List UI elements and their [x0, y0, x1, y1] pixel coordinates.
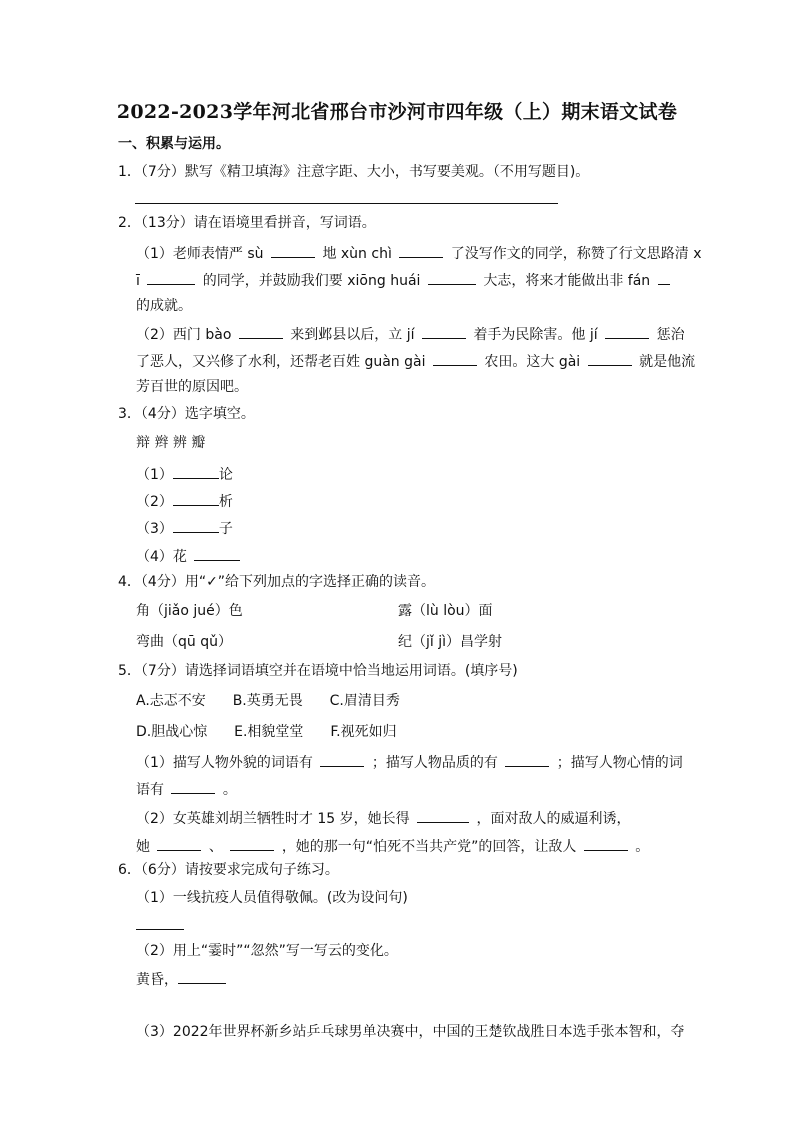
text-segment: 就是他流 [639, 354, 696, 370]
text-segment: 析 [218, 494, 233, 510]
question-2: 2．（13分）请在语境里看拼音，写词语。 [118, 215, 376, 231]
text-segment: （1）老师表情严 sù [136, 246, 264, 262]
word-option: E.相貌堂堂 [234, 724, 304, 740]
reading-option-d[interactable]: 纪（jǐ jì）昌学射 [398, 634, 503, 650]
answer-blank[interactable] [173, 464, 219, 479]
answer-blank[interactable] [433, 351, 477, 366]
word-option: C.眉清目秀 [329, 693, 400, 709]
question-6-part1: （1）一线抗疫人员值得敬佩。(改为设问句) [136, 890, 408, 906]
reading-option-b[interactable]: 露（lù lòu）面 [398, 603, 493, 619]
text-segment: （1）描写人物外貌的词语有 [136, 755, 313, 771]
question-6-part3: （3）2022年世界杯新乡站乒乓球男单决赛中，中国的王楚钦战胜日本选手张本智和，夺 [136, 1024, 685, 1040]
answer-line[interactable] [135, 203, 558, 204]
reading-option-a[interactable]: 角（jiǎo jué）色 [136, 603, 243, 619]
question-6-part1-answer [136, 915, 184, 935]
question-2-part1-line3: 的成就。 [136, 298, 192, 314]
question-6-part2: （2）用上“霎时”“忽然”写一写云的变化。 [136, 943, 398, 959]
text-segment: 、 [208, 839, 223, 855]
answer-blank[interactable] [136, 915, 184, 930]
answer-blank[interactable] [422, 324, 466, 339]
word-option: F.视死如归 [330, 724, 397, 740]
answer-blank[interactable] [239, 324, 283, 339]
answer-blank[interactable] [271, 243, 315, 258]
text-segment: 黄昏， [136, 972, 178, 988]
text-segment: 大志，将来才能做出非 fán [483, 273, 651, 289]
page-title: 2022-2023学年河北省邢台市沙河市四年级（上）期末语文试卷 [116, 101, 678, 123]
answer-blank[interactable] [658, 270, 670, 285]
answer-blank[interactable] [230, 836, 274, 851]
answer-blank[interactable] [157, 836, 201, 851]
text-segment: （2）西门 bào [136, 327, 232, 343]
text-segment: （2） [136, 494, 173, 510]
text-segment: 惩治 [656, 327, 685, 343]
answer-blank[interactable] [178, 969, 226, 984]
text-segment: （3） [136, 521, 173, 537]
question-3-item4 [136, 546, 243, 566]
question-1: 1．（7分）默写《精卫填海》注意字距、大小，书写要美观。（不用写题目)。 [118, 164, 590, 180]
answer-blank[interactable] [505, 752, 549, 767]
answer-blank[interactable] [173, 491, 219, 506]
question-2-part2-line1 [136, 324, 685, 344]
text-segment: 。 [635, 839, 650, 855]
text-segment: 地 xùn chì [322, 246, 392, 262]
word-option: B.英勇无畏 [232, 693, 303, 709]
question-2-part2-line2 [136, 351, 695, 371]
reading-option-c[interactable]: 弯曲（qū qǔ） [136, 634, 232, 650]
question-5-part2-line2 [136, 836, 649, 856]
question-5-part1-line2 [136, 779, 237, 799]
question-2-part1-line2 [136, 270, 673, 290]
question-3-item1 [136, 464, 233, 484]
word-option: D.胆战心惊 [136, 724, 208, 740]
answer-blank[interactable] [399, 243, 443, 258]
answer-blank[interactable] [417, 808, 469, 823]
text-segment: 她 [136, 839, 150, 855]
word-options-row1 [136, 692, 400, 710]
answer-blank[interactable] [173, 518, 219, 533]
word-options-row2 [136, 723, 397, 741]
text-segment: （2）女英雄刘胡兰牺牲时才 15 岁，她长得 [136, 811, 410, 827]
question-5-part2-line1 [136, 808, 631, 828]
question-3-item2 [136, 491, 233, 511]
text-segment: 了没写作文的同学，称赞了行文思路清 x [450, 246, 702, 262]
character-choices: 辩 辫 辨 瓣 [136, 435, 206, 451]
text-segment: 着手为民除害。他 jí [473, 327, 598, 343]
answer-blank[interactable] [605, 324, 649, 339]
text-segment: 的同学，并鼓励我们要 xiōng huái [202, 273, 421, 289]
text-segment: 。 [222, 782, 237, 798]
text-segment: （4）花 [136, 549, 187, 565]
question-4: 4．（4分）用“✓”给下列加点的字选择正确的读音。 [118, 574, 436, 590]
text-segment: 了恶人，又兴修了水利，还帮老百姓 guàn gài [136, 354, 426, 370]
text-segment: 来到邺县以后，立 jí [290, 327, 415, 343]
text-segment: 语有 [136, 782, 164, 798]
text-segment: ，面对敌人的威逼利诱， [476, 811, 631, 827]
question-6: 6．（6分）请按要求完成句子练习。 [118, 862, 339, 878]
answer-blank[interactable] [588, 351, 632, 366]
question-5-part1-line1 [136, 752, 683, 772]
question-2-part1-line1 [136, 243, 701, 263]
text-segment: 子 [218, 521, 233, 537]
text-segment: 论 [218, 467, 233, 483]
question-2-part2-line3: 芳百世的原因吧。 [136, 379, 248, 395]
question-3: 3．（4分）选字填空。 [118, 406, 255, 422]
text-segment: （1） [136, 467, 173, 483]
question-6-part2-answer [136, 969, 226, 989]
section-heading: 一、积累与运用。 [118, 136, 230, 152]
word-option: A.忐忑不安 [136, 693, 206, 709]
answer-blank[interactable] [584, 836, 628, 851]
text-segment: ，她的那一句“怕死不当共产党”的回答，让敌人 [281, 839, 577, 855]
answer-blank[interactable] [320, 752, 364, 767]
text-segment: 农田。这大 gài [484, 354, 581, 370]
answer-blank[interactable] [147, 270, 195, 285]
answer-blank[interactable] [171, 779, 215, 794]
text-segment: ī [136, 273, 140, 289]
answer-blank[interactable] [194, 546, 240, 561]
text-segment: ；描写人物心情的词 [556, 755, 683, 771]
question-5: 5．（7分）请选择词语填空并在语境中恰当地运用词语。(填序号) [118, 663, 518, 679]
question-3-item3 [136, 518, 233, 538]
text-segment: ；描写人物品质的有 [371, 755, 498, 771]
answer-blank[interactable] [428, 270, 476, 285]
